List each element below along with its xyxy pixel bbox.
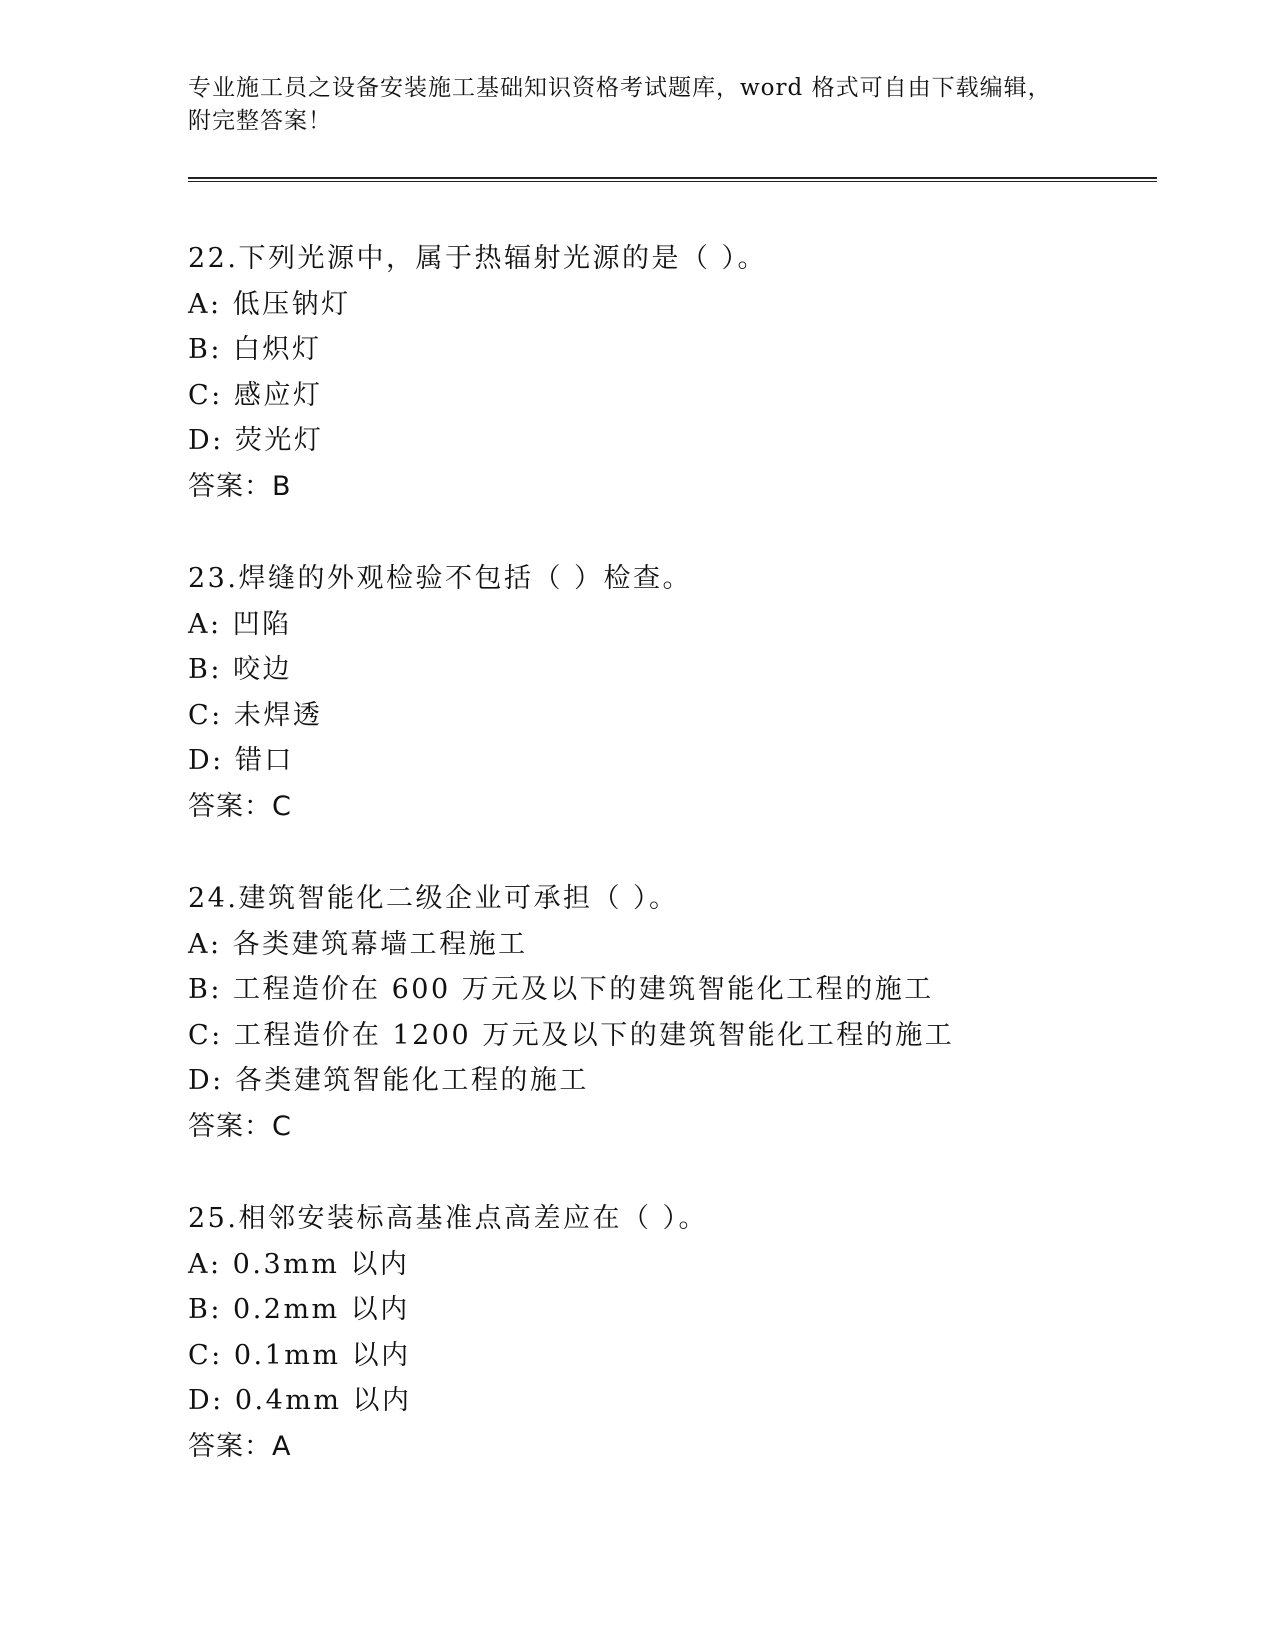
option-d: D: 0.4mm 以内 bbox=[188, 1385, 412, 1417]
question-stem: 24.建筑智能化二级企业可承担（ ）。 bbox=[188, 883, 679, 914]
answer-line: 答案：B bbox=[188, 470, 292, 502]
question-stem: 22.下列光源中，属于热辐射光源的是（ ）。 bbox=[188, 243, 768, 274]
option-b: B: 咬边 bbox=[188, 654, 293, 686]
question-25 bbox=[188, 1196, 1148, 1516]
option-a: A: 0.3mm 以内 bbox=[188, 1248, 410, 1280]
question-stem: 25.相邻安装标高基准点高差应在（ ）。 bbox=[188, 1203, 709, 1234]
answer-line: 答案：A bbox=[188, 1430, 292, 1462]
header-line-2: 附完整答案！ bbox=[188, 108, 332, 134]
header-line-1: 专业施工员之设备安装施工基础知识资格考试题库，word 格式可自由下载编辑， bbox=[188, 75, 1052, 101]
option-d: D: 各类建筑智能化工程的施工 bbox=[188, 1065, 589, 1097]
question-24 bbox=[188, 876, 1148, 1196]
option-c: C: 未焊透 bbox=[188, 699, 323, 731]
option-c: C: 工程造价在 1200 万元及以下的建筑智能化工程的施工 bbox=[188, 1019, 955, 1051]
answer-line: 答案：C bbox=[188, 1110, 292, 1142]
option-c: C: 感应灯 bbox=[188, 379, 323, 411]
question-stem: 23.焊缝的外观检验不包括（ ）检查。 bbox=[188, 563, 693, 594]
question-23 bbox=[188, 556, 1148, 876]
option-b: B: 工程造价在 600 万元及以下的建筑智能化工程的施工 bbox=[188, 974, 934, 1006]
divider-thin-line bbox=[188, 181, 1157, 182]
option-a: A: 各类建筑幕墙工程施工 bbox=[188, 928, 528, 960]
header-divider bbox=[188, 177, 1157, 183]
option-b: B: 白炽灯 bbox=[188, 334, 322, 366]
option-d: D: 荧光灯 bbox=[188, 425, 324, 457]
divider-thick-line bbox=[188, 177, 1157, 179]
option-a: A: 凹陷 bbox=[188, 608, 292, 640]
option-c: C: 0.1mm 以内 bbox=[188, 1339, 411, 1371]
answer-line: 答案：C bbox=[188, 790, 292, 822]
question-list bbox=[188, 236, 1148, 1516]
option-d: D: 错口 bbox=[188, 745, 294, 777]
document-header bbox=[188, 72, 1088, 138]
option-a: A: 低压钠灯 bbox=[188, 288, 351, 320]
question-22 bbox=[188, 236, 1148, 556]
option-b: B: 0.2mm 以内 bbox=[188, 1294, 410, 1326]
